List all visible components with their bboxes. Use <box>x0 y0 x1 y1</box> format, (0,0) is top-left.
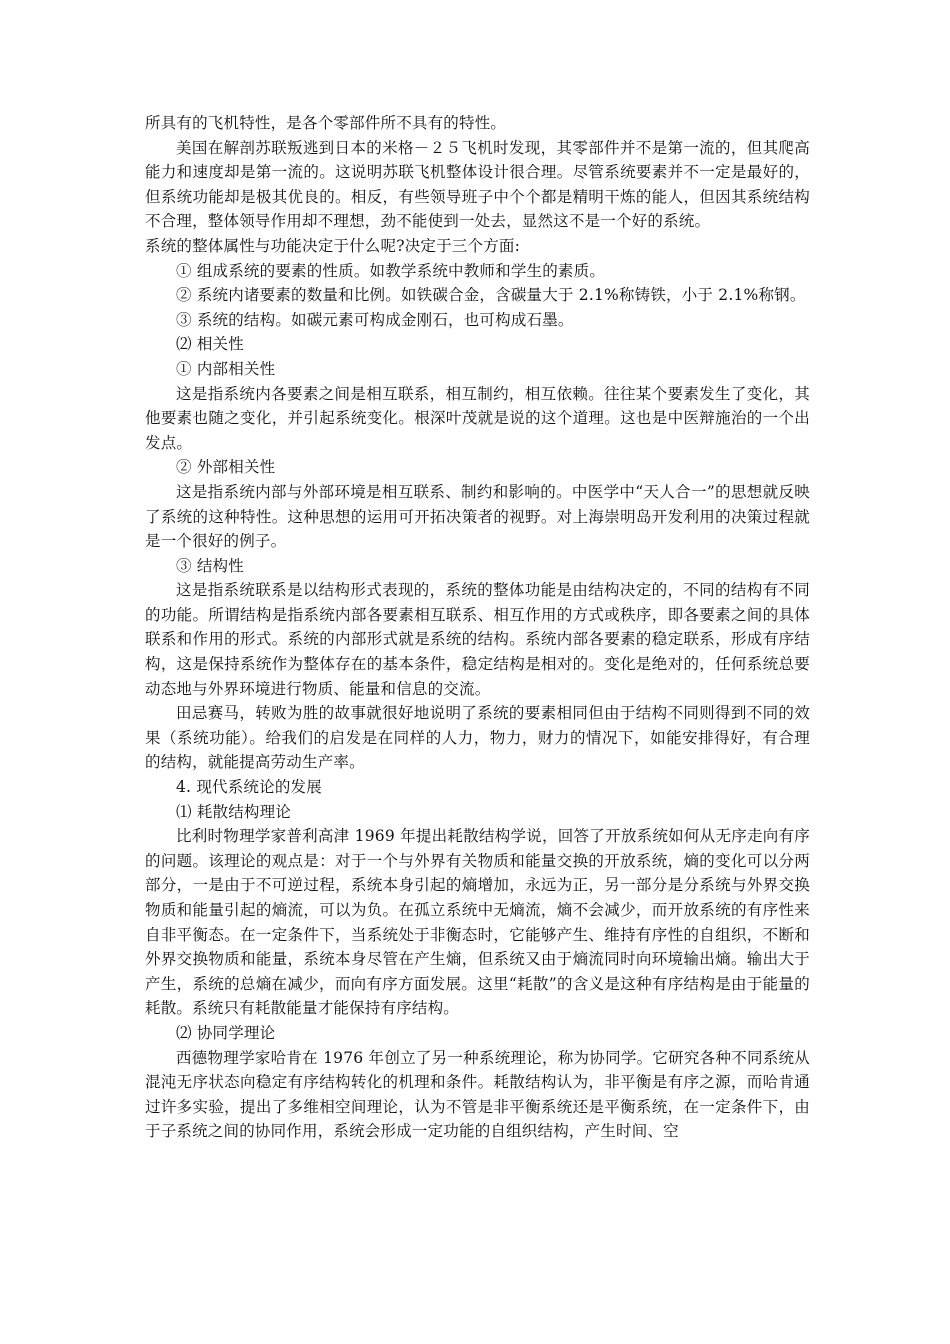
paragraph-question: 系统的整体属性与功能决定于什么呢?决定于三个方面: <box>145 236 521 255</box>
paragraph-horse-race: 田忌赛马，转败为胜的故事就很好地说明了系统的要素相同但由于结构不同则得到不同的效果（系统功能）。给我们的启发是在同样的人力，物力，财力的情况下，如能安排得好，有合理的结构，就能提高劳动生产率。 <box>145 704 810 772</box>
subheading-synergetics: ⑵ 协同学理论 <box>176 1023 276 1042</box>
section-heading-modern-systems: 4. 现代系统论的发展 <box>176 778 322 797</box>
subheading-dissipative-structure: ⑴ 耗散结构理论 <box>176 802 292 821</box>
list-item-element-nature: ① 组成系统的要素的性质。如教学系统中教师和学生的素质。 <box>176 261 606 280</box>
paragraph-internal-correlation: 这是指系统内各要素之间是相互联系，相互制约，相互依赖。往往某个要素发生了变化，其他要素也随之变化，并引起系统变化。根深叶茂就是说的这个道理。这也是中医辩施治的一个出发点。 <box>145 384 810 452</box>
paragraph-dissipative-structure: 比利时物理学家普利高津 1969 年提出耗散结构学说，回答了开放系统如何从无序走向有序的问题。该理论的观点是：对于一个与外界有关物质和能量交换的开放系统，熵的变化可以分两部分，一是由于不可逆过程，系统本身引起的熵增加，永远为正，另一部分是分系统与外界交换物质和能量引起的熵流，可以为负。在孤立系统中无熵流，熵不会减少，而开放系统的有序性来自非平衡态。在一定条件下，当系统处于非衡态时，它能够产生、维持有序性的自组织，不断和外界交换物质和能量，系统本身尽管在产生熵，但系统又由于熵流同时向环境输出熵。输出大于产生，系统的总熵在减少，而向有序方面发展。这里“耗散”的含义是这种有序结构是由于能量的耗散。系统只有耗散能量才能保持有序结构。 <box>145 827 810 1018</box>
subheading-structural: ③ 结构性 <box>176 556 244 575</box>
section-heading-correlation: ⑵ 相关性 <box>176 335 244 354</box>
paragraph-continuation: 所具有的飞机特性，是各个零部件所不具有的特性。 <box>145 114 507 132</box>
list-item-system-structure: ③ 系统的结构。如碳元素可构成金刚石，也可构成石墨。 <box>176 310 574 329</box>
paragraph-structural: 这是指系统联系是以结构形式表现的，系统的整体功能是由结构决定的，不同的结构有不同的功能。所谓结构是指系统内部各要素相互联系、相互作用的方式或秩序，即各要素之间的具体联系和作用的形式。系统的内部形式就是系统的结构。系统内部各要素的稳定联系，形成有序结构，这是保持系统作为整体存在的基本条件，稳定结构是相对的。变化是绝对的，任何系统总要动态地与外界环境进行物质、能量和信息的交流。 <box>145 581 810 698</box>
document-body <box>145 111 810 1144</box>
list-item-element-quantity: ② 系统内诸要素的数量和比例。如铁碳合金，含碳量大于 2.1%称铸铁，小于 2.1%称钢。 <box>176 286 806 305</box>
paragraph-mig25-example: 美国在解剖苏联叛逃到日本的米格－２５飞机时发现，其零部件并不是第一流的，但其爬高能力和速度却是第一流的。这说明苏联飞机整体设计很合理。尽管系统要素并不一定是最好的，但系统功能却是极其优良的。相反，有些领导班子中个个都是精明干炼的能人，但因其系统结构不合理，整体领导作用却不理想，劲不能使到一处去，显然这不是一个好的系统。 <box>145 138 810 231</box>
paragraph-external-correlation: 这是指系统内部与外部环境是相互联系、制约和影响的。中医学中“天人合一”的思想就反映了系统的这种特性。这种思想的运用可开拓决策者的视野。对上海崇明岛开发利用的决策过程就是一个很好的例子。 <box>145 482 810 551</box>
subheading-external-correlation: ② 外部相关性 <box>176 458 276 477</box>
subheading-internal-correlation: ① 内部相关性 <box>176 359 276 378</box>
paragraph-synergetics: 西德物理学家哈肯在 1976 年创立了另一种系统理论，称为协同学。它研究各种不同系统从混沌无序状态向稳定有序结构转化的机理和条件。耗散结构认为，非平衡是有序之源，而哈肯通过许多实验，提出了多维相空间理论，认为不管是非平衡系统还是平衡系统，在一定条件下，由于子系统之间的协同作用，系统会形成一定功能的自组织结构，产生时间、空 <box>145 1048 810 1141</box>
